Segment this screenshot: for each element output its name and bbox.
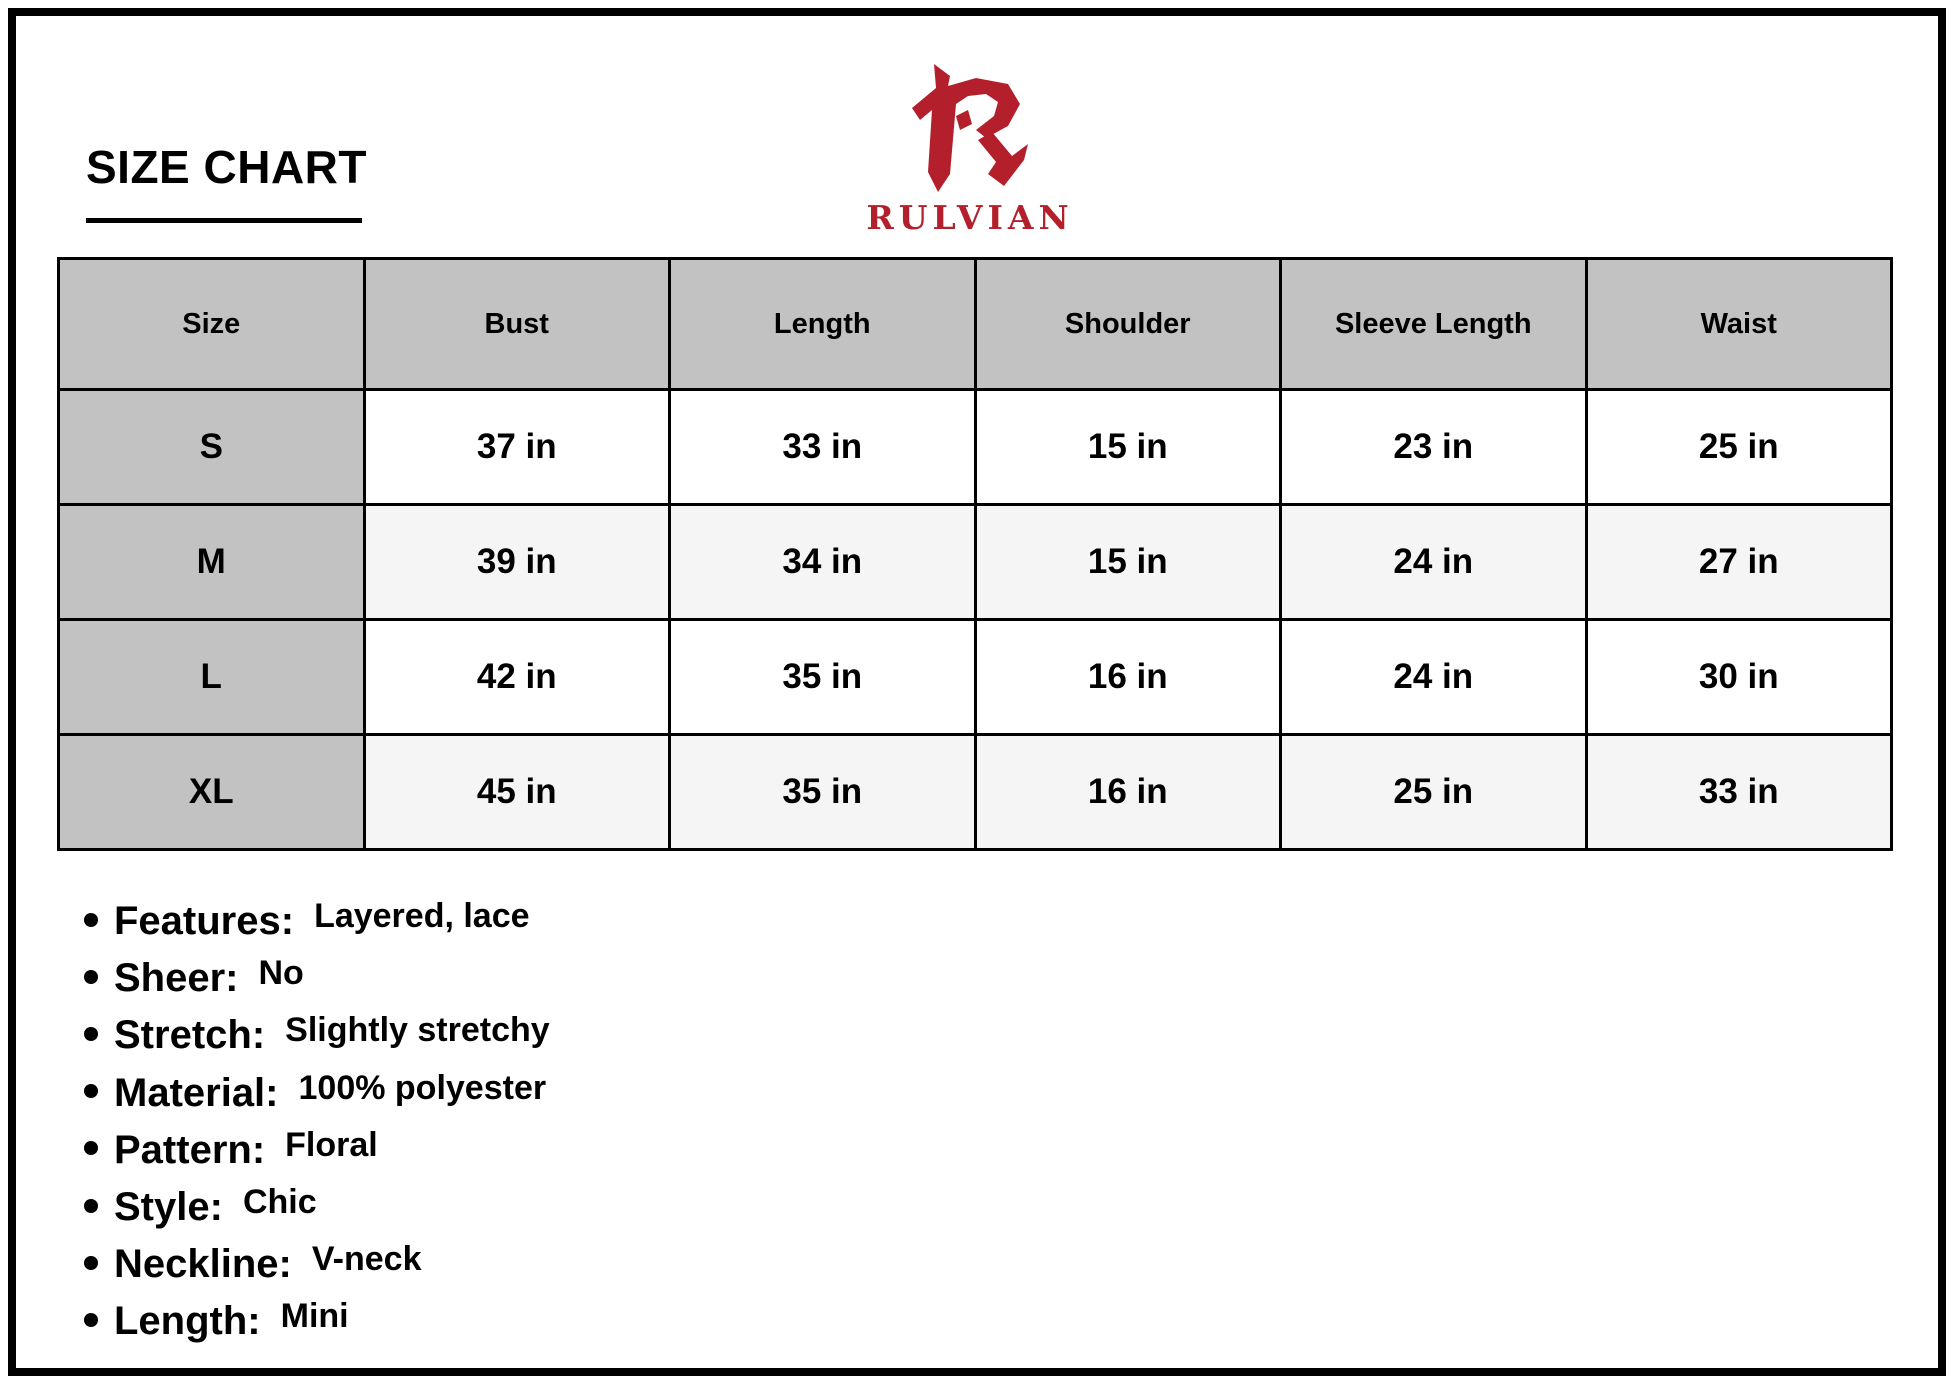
size-label: L — [59, 620, 365, 735]
bullet-icon — [84, 1141, 98, 1155]
sleeve-length-cell: 25 in — [1281, 735, 1587, 850]
size-table — [57, 257, 1893, 851]
feature-value: Floral — [285, 1125, 378, 1164]
sleeve-length-cell: 24 in — [1281, 620, 1587, 735]
list-item — [84, 1122, 550, 1179]
list-item — [84, 1236, 550, 1293]
brand-name: RULVIAN — [866, 198, 1074, 237]
size-label: XL — [59, 735, 365, 850]
waist-cell: 27 in — [1586, 505, 1892, 620]
table-row — [59, 390, 1892, 505]
feature-label: Style: — [114, 1185, 223, 1230]
page-title: SIZE CHART — [86, 141, 367, 193]
r-monogram-icon — [912, 64, 1028, 192]
list-item — [84, 1007, 550, 1064]
bullet-icon — [84, 1313, 98, 1327]
list-item — [84, 1179, 550, 1236]
feature-label: Material: — [114, 1070, 279, 1115]
length-cell: 33 in — [670, 390, 976, 505]
waist-cell: 25 in — [1586, 390, 1892, 505]
bullet-icon — [84, 1256, 98, 1270]
size-label: M — [59, 505, 365, 620]
sleeve-length-cell: 23 in — [1281, 390, 1587, 505]
shoulder-cell: 16 in — [975, 620, 1281, 735]
shoulder-cell: 15 in — [975, 505, 1281, 620]
list-item — [84, 893, 550, 950]
shoulder-cell: 15 in — [975, 390, 1281, 505]
bust-cell: 39 in — [364, 505, 670, 620]
list-item — [84, 1293, 550, 1350]
feature-list — [84, 893, 550, 1351]
sleeve-length-cell: 24 in — [1281, 505, 1587, 620]
header-length: Length — [670, 259, 976, 390]
feature-label: Features: — [114, 899, 295, 944]
feature-value: V-neck — [311, 1240, 422, 1279]
bullet-icon — [84, 913, 98, 927]
bust-cell: 42 in — [364, 620, 670, 735]
bullet-icon — [84, 1084, 98, 1098]
size-label: S — [59, 390, 365, 505]
length-cell: 34 in — [670, 505, 976, 620]
bullet-icon — [84, 1199, 98, 1213]
header-size: Size — [59, 259, 365, 390]
feature-label: Stretch: — [114, 1013, 266, 1058]
table-row — [59, 735, 1892, 850]
feature-value: No — [258, 954, 304, 993]
bullet-icon — [84, 970, 98, 984]
shoulder-cell: 16 in — [975, 735, 1281, 850]
list-item — [84, 1065, 550, 1122]
bullet-icon — [84, 1027, 98, 1041]
bust-cell: 37 in — [364, 390, 670, 505]
feature-value: Slightly stretchy — [285, 1011, 550, 1050]
length-cell: 35 in — [670, 735, 976, 850]
feature-label: Length: — [114, 1299, 261, 1344]
table-header-row — [59, 259, 1892, 390]
feature-value: 100% polyester — [298, 1068, 547, 1107]
list-item — [84, 950, 550, 1007]
header-waist: Waist — [1586, 259, 1892, 390]
feature-label: Pattern: — [114, 1127, 266, 1172]
waist-cell: 30 in — [1586, 620, 1892, 735]
table-row — [59, 620, 1892, 735]
feature-value: Layered, lace — [314, 897, 530, 936]
waist-cell: 33 in — [1586, 735, 1892, 850]
feature-value: Chic — [242, 1183, 317, 1222]
feature-label: Sheer: — [114, 956, 239, 1001]
header-bust: Bust — [364, 259, 670, 390]
table-row — [59, 505, 1892, 620]
bust-cell: 45 in — [364, 735, 670, 850]
header-shoulder: Shoulder — [975, 259, 1281, 390]
feature-value: Mini — [280, 1297, 349, 1336]
header-sleeve-length: Sleeve Length — [1281, 259, 1587, 390]
title-underline — [86, 218, 362, 223]
brand-logo — [850, 56, 1090, 236]
feature-label: Neckline: — [114, 1242, 292, 1287]
length-cell: 35 in — [670, 620, 976, 735]
